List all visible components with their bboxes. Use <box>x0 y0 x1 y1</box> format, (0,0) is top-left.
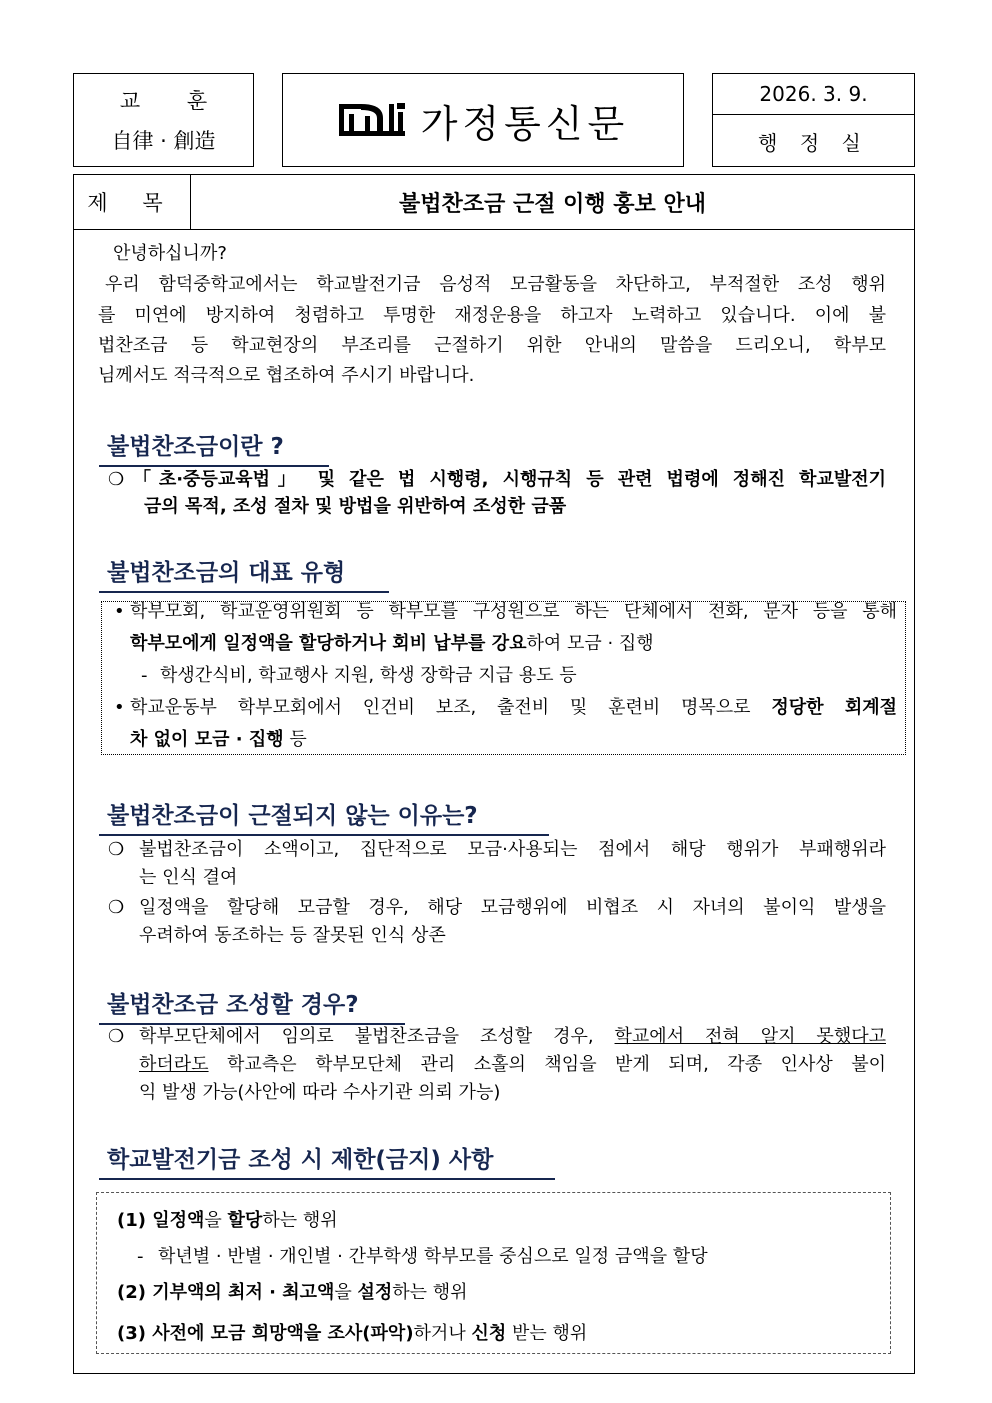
definition-line: 금의 목적, 조성 절차 및 방법을 위반하여 조성한 금품 <box>144 496 567 517</box>
motto-label: 교 훈 <box>119 89 228 113</box>
dot-bullet-icon: • <box>114 601 125 622</box>
consequence-line: 익 발생 가능(사안에 따라 수사기관 의뢰 가능) <box>139 1082 501 1103</box>
restriction-emphasis: 설정 <box>357 1282 393 1303</box>
restriction-emphasis: (3) 사전에 모금 희망액을 조사(파악) <box>117 1323 414 1344</box>
type-emphasis: 학부모에게 일정액을 할당하거나 회비 납부를 강요 <box>130 633 527 654</box>
consequence-plain: 학부모단체에서 임의로 불법찬조금을 조성할 경우, <box>139 1026 615 1047</box>
restriction-plain: 을 <box>334 1282 358 1303</box>
dot-bullet-icon: • <box>114 697 125 718</box>
motto-box <box>73 73 254 167</box>
section-heading: 불법찬조금 조성할 경우? <box>99 986 405 1025</box>
bullet-icon: ❍ <box>108 839 125 860</box>
intro-line: 를 미연에 방지하여 청렴하고 투명한 재정운용을 하고자 노력하고 있습니다. 이에 불 <box>98 305 886 326</box>
dash-icon: - <box>137 1246 144 1267</box>
restriction-emphasis: (2) 기부액의 최저 · 최고액 <box>117 1282 335 1303</box>
date-box <box>712 73 915 167</box>
motto-text: 自律 · 創造 <box>111 129 216 153</box>
type-emphasis: 차 없이 모금 · 집행 <box>130 729 284 750</box>
section-heading: 불법찬조금이 근절되지 않는 이유는? <box>99 797 549 836</box>
page-title: 가정통신문 <box>420 101 630 146</box>
type-rest: 하여 모금 · 집행 <box>526 633 654 654</box>
type-line <box>130 725 307 754</box>
subject-text: 불법찬조금 근절 이행 홍보 안내 <box>191 175 914 230</box>
intro-line: 우리 함덕중학교에서는 학교발전기금 음성적 모금활동을 차단하고, 부적절한 조성 행위 <box>105 274 886 295</box>
intro-line: 님께서도 적극적으로 협조하여 주시기 바랍니다. <box>98 365 475 386</box>
consequence-rest: 학교측은 학부모단체 관리 소홀의 책임을 받게 되며, 각종 인사상 불이 <box>208 1054 886 1075</box>
subject-label: 제 목 <box>74 175 191 230</box>
dash-icon: - <box>141 665 148 686</box>
restriction-item <box>117 1206 338 1235</box>
type-line: 학부모회, 학교운영위원회 등 학부모를 구성원으로 하는 단체에서 전화, 문자 등을 통해 <box>130 601 897 622</box>
type-emphasis: 정당한 회계절 <box>771 697 897 718</box>
consequence-underlined: 학교에서 전혀 알지 못했다고 <box>614 1026 886 1047</box>
type-line <box>130 629 654 658</box>
type-subline: 학생간식비, 학교행사 지원, 학생 장학금 지급 용도 등 <box>160 665 577 686</box>
consequence-line <box>139 1050 886 1079</box>
restriction-emphasis: (1) 일정액 <box>117 1210 205 1231</box>
restriction-plain: 하는 행위 <box>262 1210 338 1231</box>
restriction-item <box>117 1319 587 1348</box>
restriction-plain: 받는 행위 <box>506 1323 588 1344</box>
reason-line: 일정액을 할당해 모금할 경우, 해당 모금행위에 비협조 시 자녀의 불이익 발생을 <box>139 897 886 918</box>
type-plain: 학교운동부 학부모회에서 인건비 보조, 출전비 및 훈련비 명목으로 <box>130 697 772 718</box>
section-heading: 학교발전기금 조성 시 제한(금지) 사항 <box>99 1141 555 1180</box>
greeting: 안녕하십니까? <box>113 243 227 264</box>
school-logo-icon <box>337 100 407 140</box>
section-heading: 불법찬조금이란 ? <box>99 428 329 467</box>
issue-date: 2026. 3. 9. <box>713 74 914 115</box>
restriction-emphasis: 신청 <box>471 1323 507 1344</box>
reason-line: 우려하여 동조하는 등 잘못된 인식 상존 <box>139 925 446 946</box>
bullet-icon: ❍ <box>108 897 125 918</box>
restriction-plain: 하는 행위 <box>392 1282 468 1303</box>
restriction-subline: 학년별 · 반별 · 개인별 · 간부학생 학부모를 중심으로 일정 금액을 할당 <box>158 1246 708 1267</box>
consequence-line <box>139 1022 886 1051</box>
type-rest: 등 <box>283 729 307 750</box>
section-heading: 불법찬조금의 대표 유형 <box>99 554 389 593</box>
title-box <box>282 73 684 167</box>
restriction-plain: 을 <box>204 1210 228 1231</box>
intro-line: 법찬조금 등 학교현장의 부조리를 근절하기 위한 안내의 말씀을 드리오니, 학부모 <box>98 335 886 356</box>
restriction-emphasis: 할당 <box>227 1210 263 1231</box>
department: 행 정 실 <box>758 130 869 155</box>
bullet-icon: ❍ <box>108 1026 125 1047</box>
restriction-plain: 하거나 <box>413 1323 472 1344</box>
type-line <box>130 693 897 722</box>
reason-line: 는 인식 결여 <box>139 867 238 888</box>
definition-line: 「초·중등교육법」 및 같은 법 시행령, 시행규칙 등 관련 법령에 정해진 학교발전기 <box>133 469 886 490</box>
consequence-underlined: 하더라도 <box>139 1054 209 1075</box>
bullet-icon: ❍ <box>108 469 125 490</box>
restriction-item <box>117 1278 468 1307</box>
reason-line: 불법찬조금이 소액이고, 집단적으로 모금·사용되는 점에서 해당 행위가 부패행위라 <box>139 839 886 860</box>
